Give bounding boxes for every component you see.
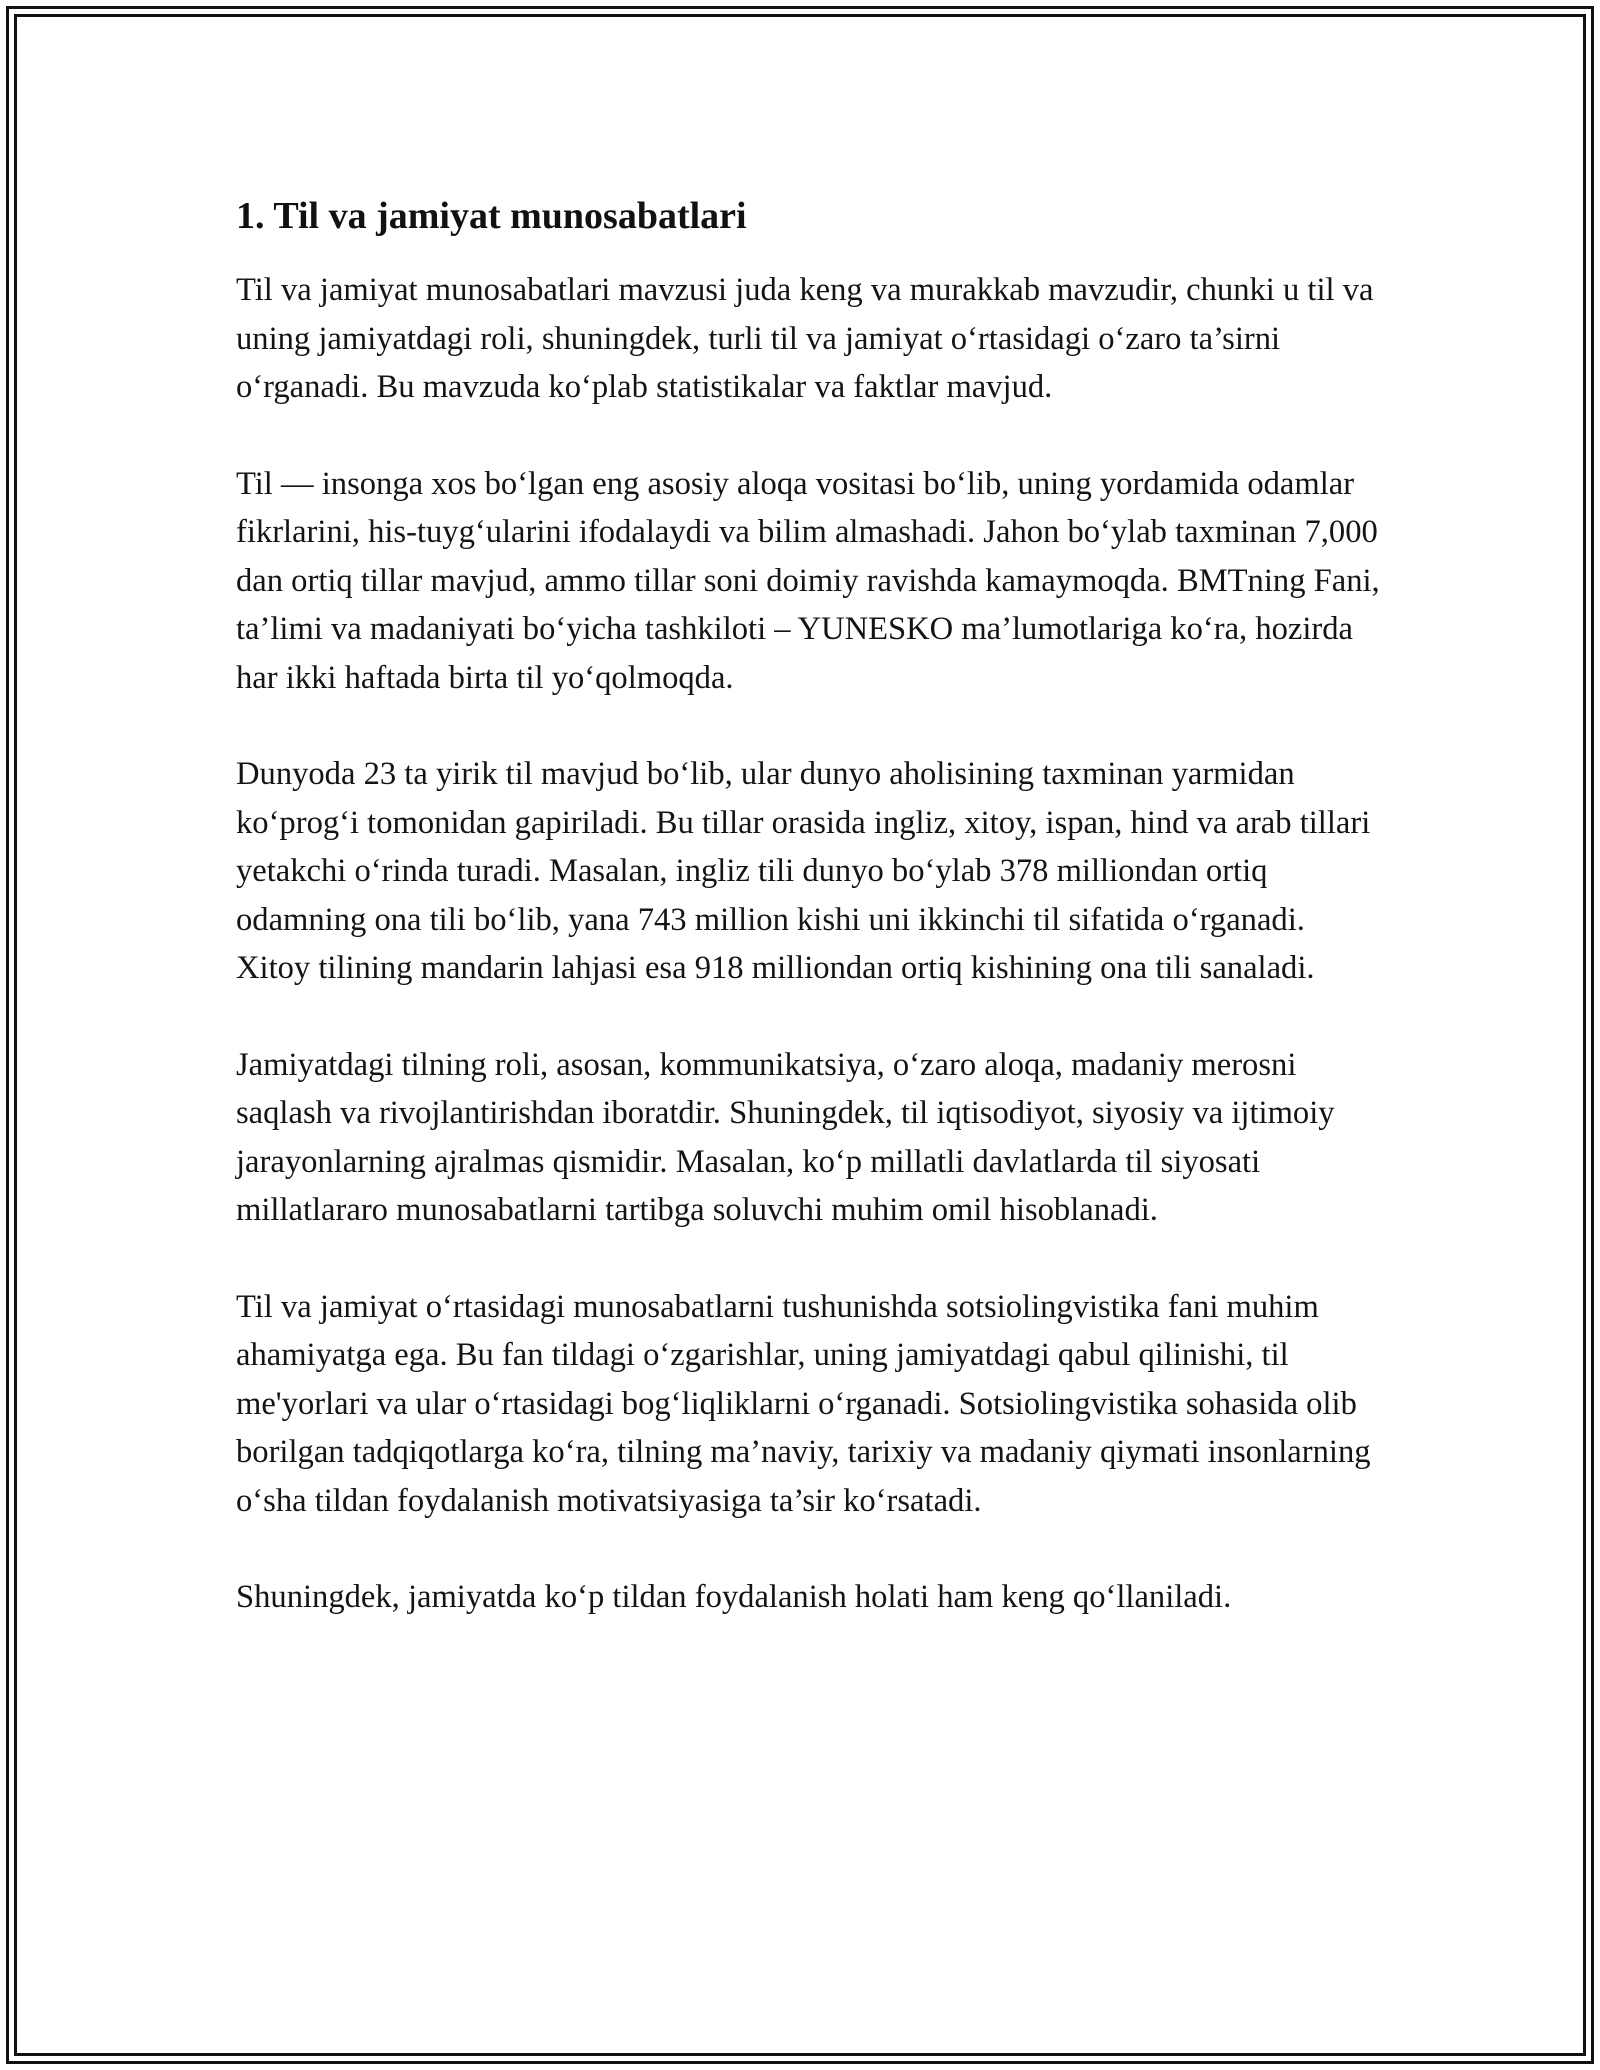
paragraph-multilingualism: Shuningdek, jamiyatda ko‘p tildan foydalanish holati ham keng qo‘llaniladi. — [236, 1579, 1232, 1615]
section-heading: 1. Til va jamiyat munosabatlari — [236, 195, 747, 237]
paragraph-sociolinguistics: Til va jamiyat o‘rtasidagi munosabatlarni tushunishda sotsiolingvistika fani muhim ahamiyatga ega. Bu fan tildagi o‘zgarishlar, uning jamiyatdagi qabul qilinishi, til me'yorlari va ular o‘rtasidagi bog‘liqliklarni o‘rganadi. Sotsiolingvistika sohasida olib borilgan tadqiqotlarga ko‘ra, tilning ma’naviy, tarixiy va madaniy qiymati insonlarning o‘sha tildan foydalanish motivatsiyasiga ta’sir ko‘rsatadi. — [236, 1288, 1371, 1519]
paragraph-role-in-society: Jamiyatdagi tilning roli, asosan, kommunikatsiya, o‘zaro aloqa, madaniy merosni saqlash va rivojlantirishdan iboratdir. Shuningdek, til iqtisodiyot, siyosiy va ijtimoiy jarayonlarning ajralmas qismidir. Masalan, ko‘p millatli davlatlarda til siyosati millatlararo munosabatlarni tartibga soluvchi muhim omil hisoblanadi. — [236, 1046, 1335, 1228]
paragraph-language-definition: Til — insonga xos bo‘lgan eng asosiy aloqa vositasi bo‘lib, uning yordamida odamlar fikrlarini, his-tuyg‘ularini ifodalaydi va bilim almashadi. Jahon bo‘ylab taxminan 7,000 dan ortiq tillar mavjud, ammo tillar soni doimiy ravishda kamaymoqda. BMTning Fani, ta’limi va madaniyati bo‘yicha tashkiloti – YUNESKO ma’lumotlariga ko‘ra, hozirda har ikki haftada birta til yo‘qolmoqda. — [236, 465, 1380, 696]
document-body — [236, 188, 1386, 1670]
paragraph-intro: Til va jamiyat munosabatlari mavzusi juda keng va murakkab mavzudir, chunki u til va uning jamiyatdagi roli, shuningdek, turli til va jamiyat o‘rtasidagi o‘zaro ta’sirni o‘rganadi. Bu mavzuda ko‘plab statistikalar va faktlar mavjud. — [236, 272, 1374, 405]
paragraph-major-languages: Dunyoda 23 ta yirik til mavjud bo‘lib, ular dunyo aholisining taxminan yarmidan ko‘prog‘i tomonidan gapiriladi. Bu tillar orasida ingliz, xitoy, ispan, hind va arab tillari yetakchi o‘rinda turadi. Masalan, ingliz tili dunyo bo‘ylab 378 milliondan ortiq odamning ona tili bo‘lib, yana 743 million kishi uni ikkinchi til sifatida o‘rganadi. Xitoy tilining mandarin lahjasi esa 918 milliondan ortiq kishining ona tili sanaladi. — [236, 756, 1371, 986]
